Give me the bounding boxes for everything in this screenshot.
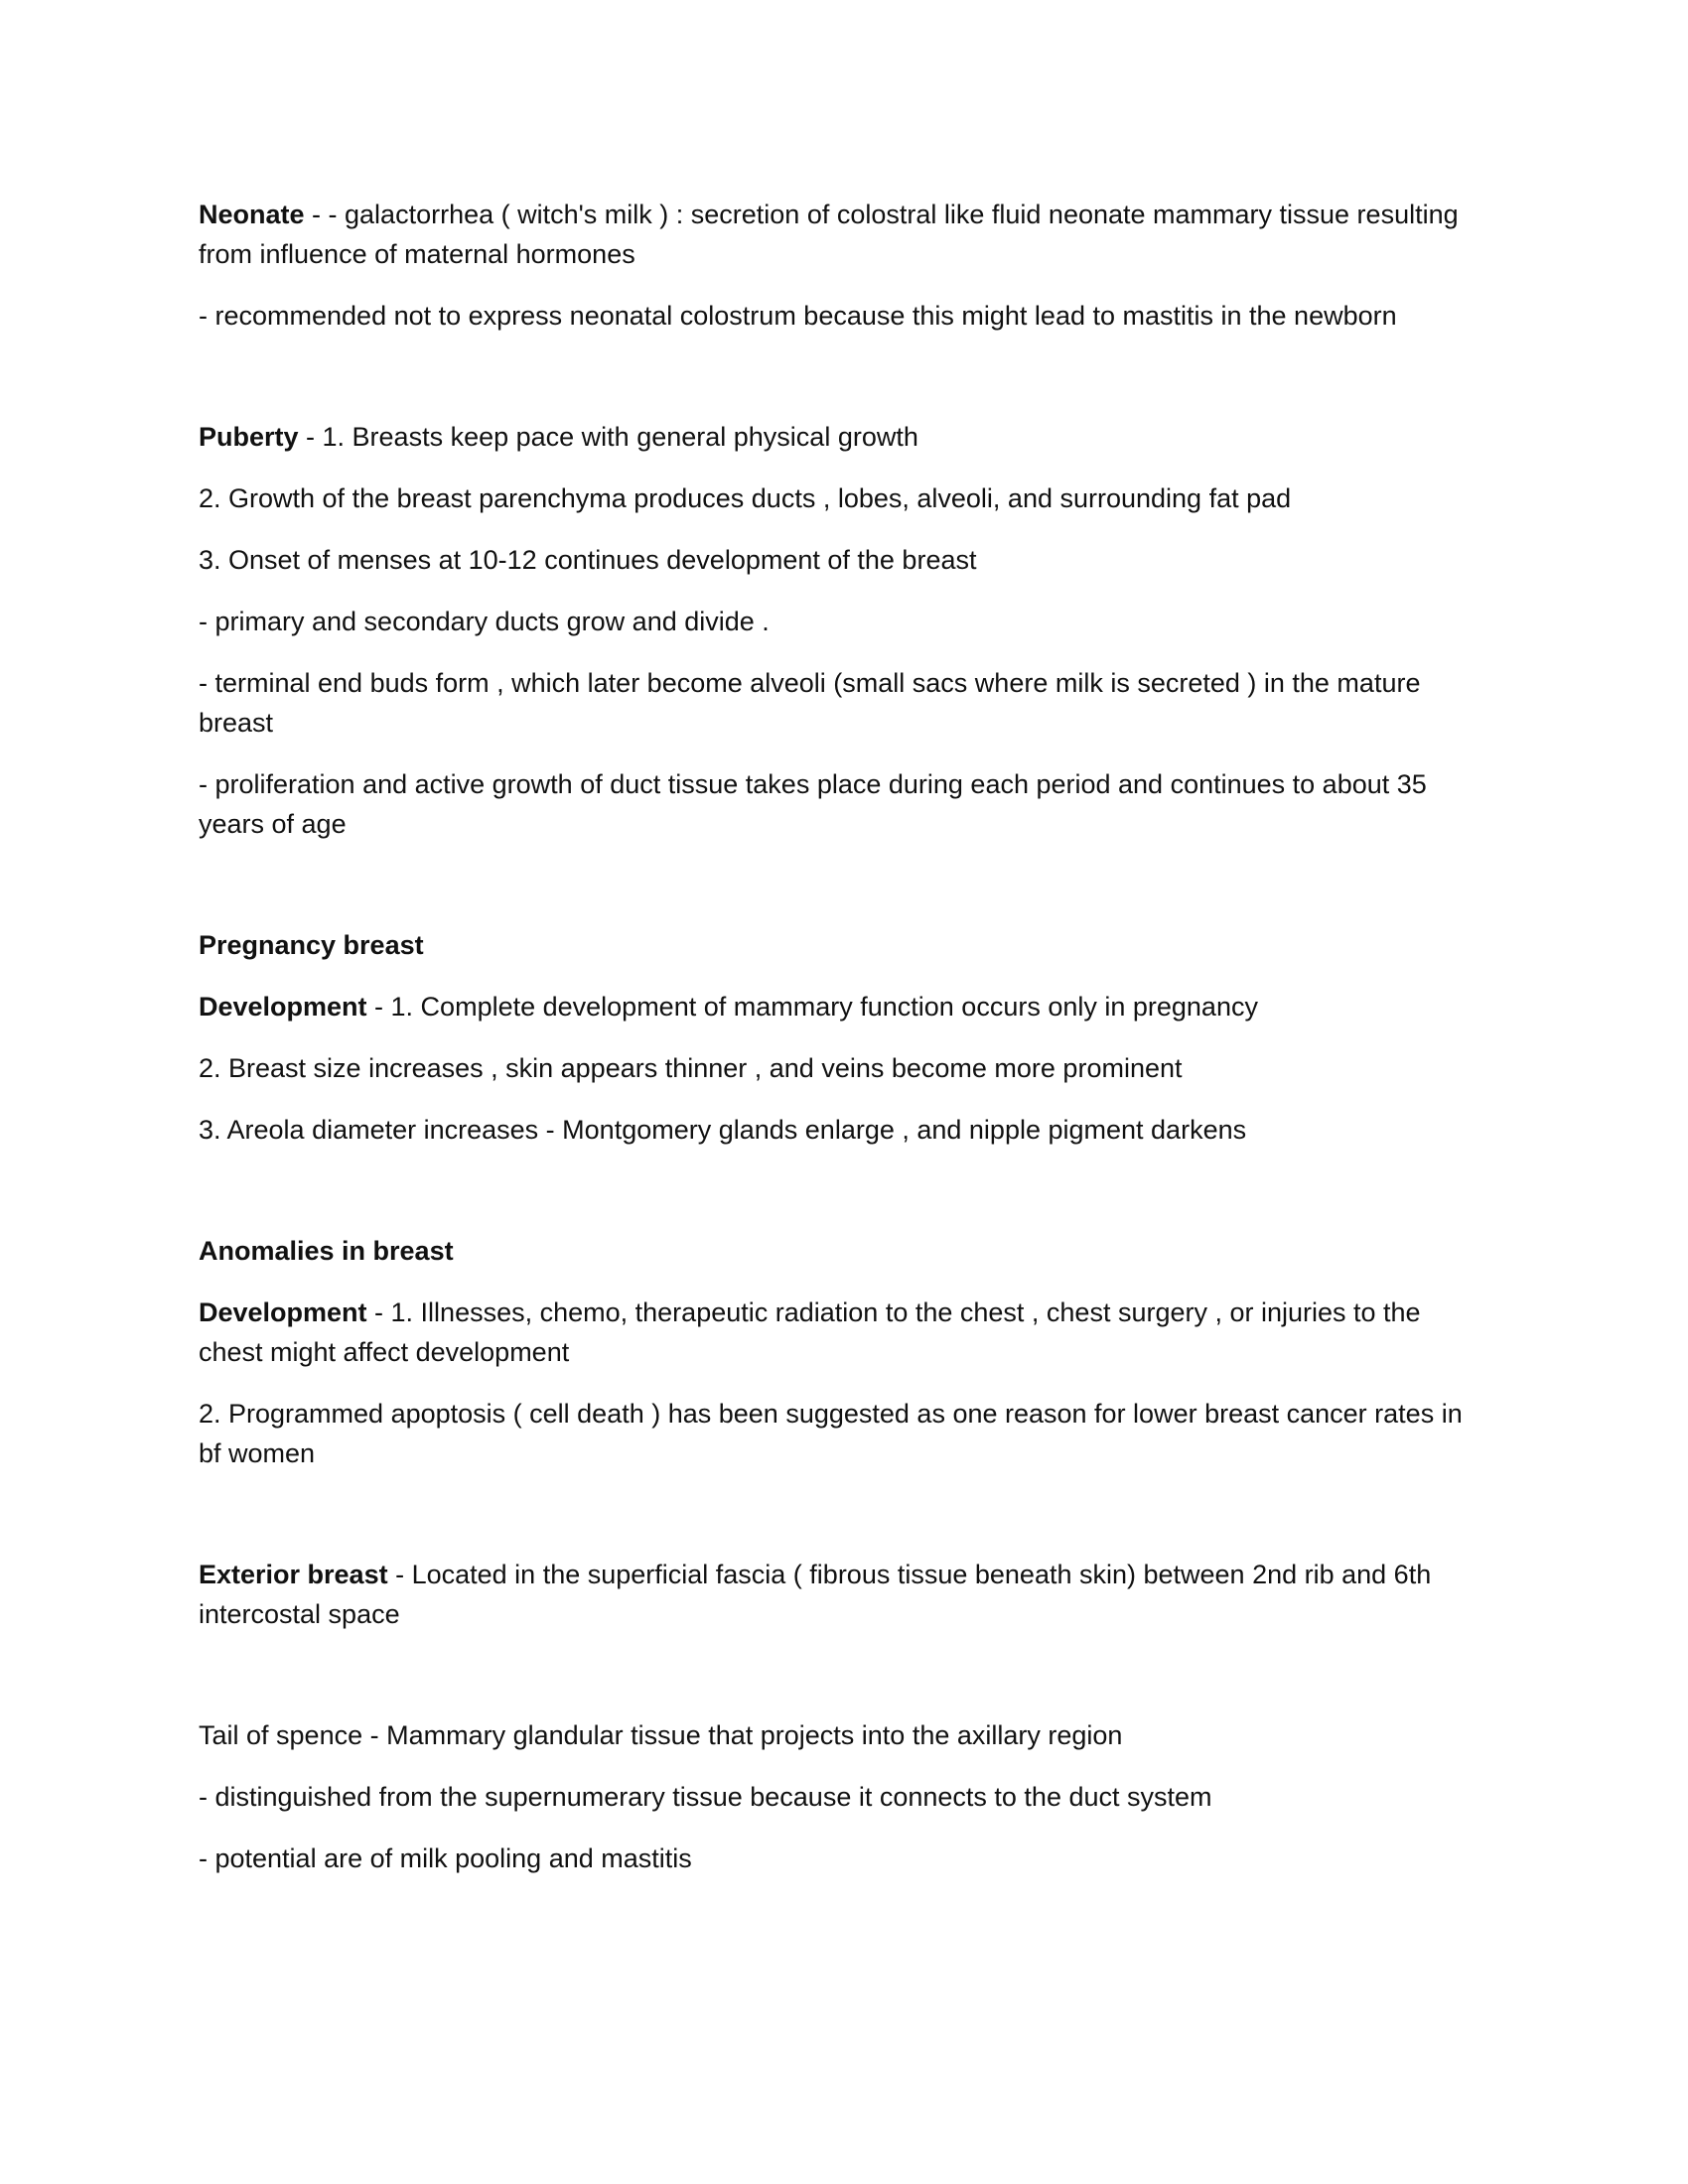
tail-item-3: - potential are of milk pooling and mastitis xyxy=(199,1843,692,1873)
anomalies-development-paragraph xyxy=(199,1293,1489,1372)
section-spacer xyxy=(199,866,1489,925)
neonate-heading: Neonate xyxy=(199,200,305,229)
section-spacer xyxy=(199,1495,1489,1555)
anomalies-development-text: - 1. Illnesses, chemo, therapeutic radiation to the chest , chest surgery , or injuries to the chest might affect development xyxy=(199,1297,1421,1367)
exterior-heading: Exterior breast xyxy=(199,1560,388,1589)
anomalies-heading: Anomalies in breast xyxy=(199,1236,454,1266)
pregnancy-heading: Pregnancy breast xyxy=(199,930,424,960)
neonate-text: - - galactorrhea ( witch's milk ) : secretion of colostral like fluid neonate mammary tissue resulting from influence of maternal hormones xyxy=(199,200,1459,269)
puberty-text: - 1. Breasts keep pace with general physical growth xyxy=(298,422,918,452)
pregnancy-heading-paragraph xyxy=(199,925,1489,965)
section-spacer xyxy=(199,1656,1489,1715)
pregnancy-development-paragraph xyxy=(199,987,1489,1026)
puberty-item-6: - proliferation and active growth of duct tissue takes place during each period and continues to about 35 years of age xyxy=(199,769,1427,839)
pregnancy-development-heading: Development xyxy=(199,992,367,1022)
pregnancy-development-text: - 1. Complete development of mammary function occurs only in pregnancy xyxy=(366,992,1258,1022)
section-spacer xyxy=(199,357,1489,417)
puberty-item-2: 2. Growth of the breast parenchyma produces ducts , lobes, alveoli, and surrounding fat pad xyxy=(199,483,1292,513)
document-body xyxy=(199,195,1489,1900)
puberty-heading: Puberty xyxy=(199,422,299,452)
puberty-item-3: 3. Onset of menses at 10-12 continues development of the breast xyxy=(199,545,977,575)
pregnancy-item-2: 2. Breast size increases , skin appears thinner , and veins become more prominent xyxy=(199,1053,1183,1083)
anomalies-development-heading: Development xyxy=(199,1297,367,1327)
puberty-item-4: - primary and secondary ducts grow and divide . xyxy=(199,607,770,636)
exterior-paragraph xyxy=(199,1555,1489,1634)
neonate-note: - recommended not to express neonatal colostrum because this might lead to mastitis in the newborn xyxy=(199,301,1397,331)
puberty-paragraph xyxy=(199,417,1489,457)
pregnancy-item-3: 3. Areola diameter increases - Montgomery glands enlarge , and nipple pigment darkens xyxy=(199,1115,1247,1145)
neonate-paragraph xyxy=(199,195,1489,274)
tail-item-2: - distinguished from the supernumerary tissue because it connects to the duct system xyxy=(199,1782,1212,1812)
anomalies-item-2: 2. Programmed apoptosis ( cell death ) has been suggested as one reason for lower breast cancer rates in bf women xyxy=(199,1399,1463,1468)
puberty-item-5: - terminal end buds form , which later become alveoli (small sacs where milk is secreted ) in the mature breast xyxy=(199,668,1421,738)
tail-paragraph: Tail of spence - Mammary glandular tissue that projects into the axillary region xyxy=(199,1720,1123,1750)
section-spacer xyxy=(199,1171,1489,1231)
exterior-text: - Located in the superficial fascia ( fibrous tissue beneath skin) between 2nd rib and 6th intercostal space xyxy=(199,1560,1432,1629)
anomalies-heading-paragraph xyxy=(199,1231,1489,1271)
